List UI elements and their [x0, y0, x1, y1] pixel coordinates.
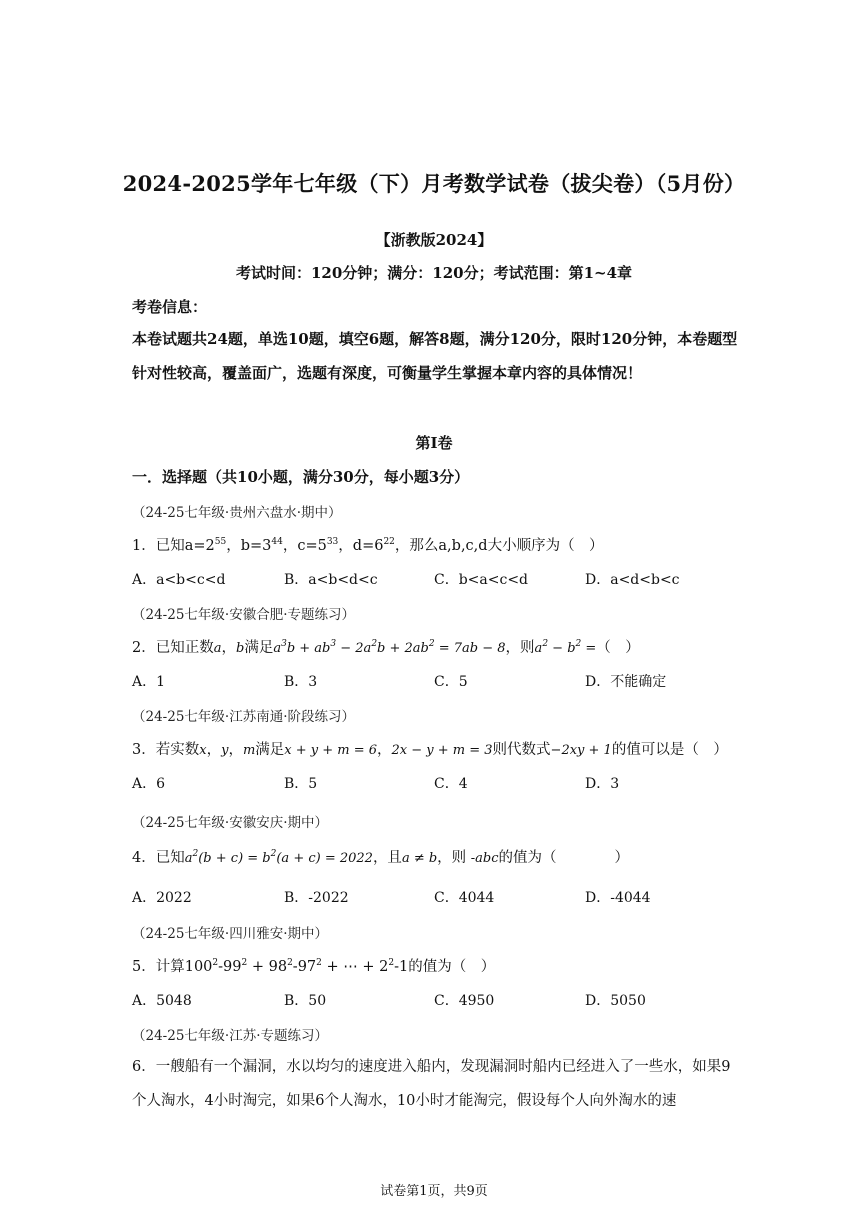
option-c[interactable]: C．5	[434, 674, 468, 690]
option-b[interactable]: B．50	[284, 993, 327, 1009]
option-b[interactable]: B．-2022	[284, 890, 349, 906]
option-b[interactable]: B．3	[284, 674, 318, 690]
option-b[interactable]: B．a<b<d<c	[284, 572, 378, 588]
section-heading: 一．选择题（共10小题，满分30分，每小题3分）	[132, 468, 470, 486]
info-label: 考卷信息：	[132, 298, 208, 316]
option-c[interactable]: C．4950	[434, 993, 495, 1009]
question-1-stem: 1．已知$a=2^{55}$，$b=3^{44}$，$c=5^{33}$，$d=6^{22}$，那么a,b,c,d大小顺序为（ ）	[132, 537, 604, 554]
option-d[interactable]: D．5050	[585, 993, 646, 1009]
option-d[interactable]: D．a<d<b<c	[585, 572, 680, 588]
question-5-stem: 5．计算$100^2-99^2 + 98^2-97^2$ + ⋯ + $2^2-1$的值为（ ）	[132, 958, 496, 975]
question-6-stem: 6．一艘船有一个漏洞，水以均匀的速度进入船内，发现漏洞时船内已经进入了一些水，如果9个人淘水，4小时淘完，如果6个人淘水，10小时才能淘完，假设每个人向外淘水的速	[132, 1059, 731, 1109]
exam-meta: 考试时间：120分钟；满分：120分；考试范围：第1~4章	[235, 264, 633, 282]
edition-label: 【浙教版2024】	[375, 231, 493, 249]
question-source: （24-25七年级·贵州六盘水·期中）	[132, 505, 342, 521]
option-a[interactable]: A．a<b<c<d	[132, 572, 226, 588]
option-a[interactable]: A．2022	[132, 890, 192, 906]
question-3-stem: 3．若实数x，y，m满足x + y + m = 6，2x − y + m = 3则代数式−2xy + 1的值可以是（ ）	[132, 742, 728, 758]
info-text: 本卷试题共24题，单选10题，填空6题，解答8题，满分120分，限时120分钟，本卷题型针对性较高，覆盖面广，选题有深度，可衡量学生掌握本章内容的具体情况！	[132, 330, 738, 382]
question-4-stem: 4．已知$a^2(b + c) = b^2(a + c) = 2022$，且a ≠ b，则 -abc的值为（ ）	[132, 849, 630, 866]
question-source: （24-25七年级·四川雅安·期中）	[132, 926, 329, 942]
question-source: （24-25七年级·江苏·专题练习）	[132, 1028, 329, 1044]
option-d[interactable]: D．3	[585, 776, 620, 792]
option-a[interactable]: A．5048	[132, 993, 192, 1009]
option-d[interactable]: D．不能确定	[585, 674, 667, 690]
option-a[interactable]: A．1	[132, 674, 166, 690]
volume-label: 第I卷	[415, 434, 453, 452]
page-title: 2024-2025学年七年级（下）月考数学试卷（拔尖卷）（5月份）	[122, 171, 746, 196]
option-c[interactable]: C．4	[434, 776, 468, 792]
question-source: （24-25七年级·安徽安庆·期中）	[132, 815, 329, 831]
question-2-stem: 2．已知正数a，b满足$a^3b + ab^3 - 2a^2b + 2ab^2 = 7ab - 8$，则$a^2 - b^2$ =（ ）	[132, 639, 640, 656]
question-source: （24-25七年级·江苏南通·阶段练习）	[132, 709, 356, 725]
option-a[interactable]: A．6	[132, 776, 166, 792]
option-d[interactable]: D．-4044	[585, 890, 651, 906]
page-footer: 试卷第1页，共9页	[380, 1184, 488, 1199]
option-b[interactable]: B．5	[284, 776, 318, 792]
option-c[interactable]: C．4044	[434, 890, 495, 906]
question-source: （24-25七年级·安徽合肥·专题练习）	[132, 607, 356, 623]
option-c[interactable]: C．b<a<c<d	[434, 572, 529, 588]
